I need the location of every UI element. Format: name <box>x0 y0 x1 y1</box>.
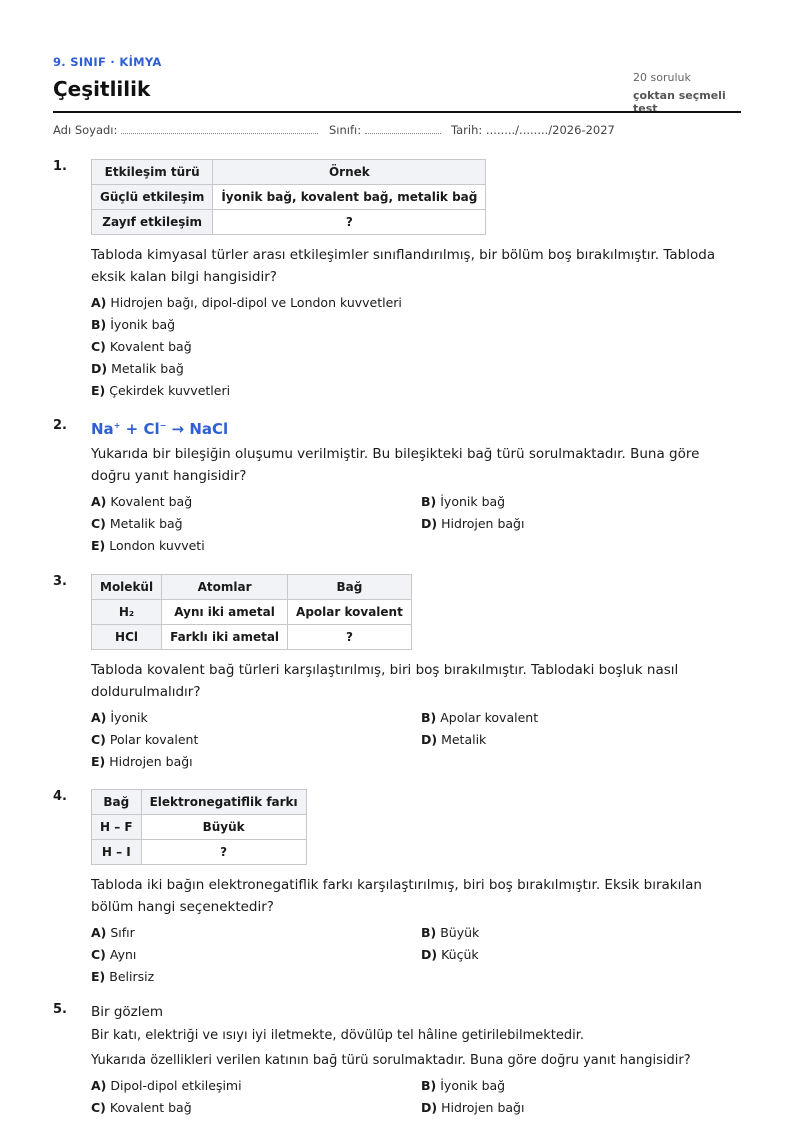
name-blank[interactable] <box>121 123 318 134</box>
option-letter: B) <box>421 925 437 940</box>
class-label: Sınıfı: <box>329 123 362 137</box>
question-3 <box>53 574 743 773</box>
option-text: İyonik bağ <box>110 317 176 332</box>
table-cell: Apolar kovalent <box>288 600 412 625</box>
table-cell: İyonik bağ, kovalent bağ, metalik bağ <box>213 185 486 210</box>
option-d[interactable] <box>91 358 743 380</box>
option-text: Aynı <box>109 947 137 962</box>
observation-heading: Bir gözlem <box>91 1004 163 1020</box>
table-cell: Elektronegatiflik farkı <box>141 790 306 815</box>
option-e[interactable] <box>91 380 743 402</box>
option-letter: E) <box>91 383 106 398</box>
option-text: Metalik bağ <box>111 361 184 376</box>
option-letter: A) <box>91 925 107 940</box>
option-letter: C) <box>91 732 106 747</box>
table-cell: ? <box>141 840 306 865</box>
table-row <box>92 790 307 815</box>
option-text: Hidrojen bağı, dipol-dipol ve London kuvvetleri <box>110 295 402 310</box>
table-cell: H₂ <box>92 600 162 625</box>
option-text: Apolar kovalent <box>440 710 539 725</box>
table-row <box>92 185 486 210</box>
date-label: Tarih: <box>451 123 483 137</box>
option-list <box>91 922 743 988</box>
question-number: 1. <box>53 159 67 174</box>
question-5 <box>53 1002 743 1119</box>
option-letter: A) <box>91 295 107 310</box>
option-letter: C) <box>91 947 106 962</box>
option-letter: E) <box>91 754 106 769</box>
ion-charge: + <box>113 421 121 430</box>
table-cell: ? <box>288 625 412 650</box>
test-meta <box>633 71 741 115</box>
reaction-equation <box>91 416 743 439</box>
table-cell: HCl <box>92 625 162 650</box>
question-number: 4. <box>53 789 67 804</box>
option-letter: A) <box>91 710 107 725</box>
question-stem: Tabloda iki bağın elektronegatiflik farkı karşılaştırılmış, biri boş bırakılmıştır. Eksik bırakılan bölüm hangi seçenektedir? <box>91 877 702 915</box>
table-row <box>92 625 412 650</box>
option-letter: B) <box>421 494 437 509</box>
option-list <box>91 707 743 773</box>
option-d[interactable] <box>421 729 721 751</box>
test-type: çoktan seçmeli test <box>633 89 726 115</box>
table-cell: H – I <box>92 840 142 865</box>
table-row <box>92 815 307 840</box>
interaction-table <box>91 159 486 235</box>
observation-text: Bir katı, elektriği ve ısıyı iyi iletmekte, dövülüp tel hâline getirilebilmektedir. <box>91 1028 585 1043</box>
date-value: ......../......../2026-2027 <box>485 123 615 137</box>
option-text: Hidrojen bağı <box>441 1100 525 1115</box>
option-e[interactable] <box>91 751 421 773</box>
option-d[interactable] <box>421 1097 721 1119</box>
class-blank[interactable] <box>365 123 441 134</box>
option-text: İyonik bağ <box>440 1078 506 1093</box>
question-stem: Tabloda kimyasal türler arası etkileşimler sınıflandırılmış, bir bölüm boş bırakılmıştır. Tabloda eksik kalan bilgi hangisidir? <box>91 247 716 285</box>
table-cell: Bağ <box>92 790 142 815</box>
option-letter: A) <box>91 1078 107 1093</box>
product: NaCl <box>189 420 229 438</box>
option-letter: B) <box>421 1078 437 1093</box>
table-cell: Aynı iki ametal <box>162 600 288 625</box>
option-letter: C) <box>91 516 106 531</box>
option-text: İyonik <box>110 710 148 725</box>
option-b[interactable] <box>421 1075 721 1097</box>
option-a[interactable] <box>91 707 421 729</box>
question-stem: Tabloda kovalent bağ türleri karşılaştırılmış, biri boş bırakılmıştır. Tablodaki boşluk nasıl doldurulmalıdır? <box>91 662 679 700</box>
option-c[interactable] <box>91 729 421 751</box>
option-b[interactable] <box>421 922 721 944</box>
option-b[interactable] <box>91 314 743 336</box>
option-letter: C) <box>91 339 106 354</box>
option-letter: B) <box>421 710 437 725</box>
question-stem: Yukarıda bir bileşiğin oluşumu verilmiştir. Bu bileşikteki bağ türü sorulmaktadır. Buna göre doğru yanıt hangisidir? <box>91 446 700 484</box>
table-cell: Güçlü etkileşim <box>92 185 213 210</box>
table-cell: Atomlar <box>162 575 288 600</box>
question-1 <box>53 159 743 402</box>
table-row <box>92 575 412 600</box>
table-cell: Zayıf etkileşim <box>92 210 213 235</box>
option-d[interactable] <box>421 513 721 535</box>
header-rule <box>53 111 741 113</box>
option-text: Kovalent bağ <box>110 494 193 509</box>
question-2 <box>53 416 743 557</box>
option-text: London kuvveti <box>109 538 205 553</box>
electronegativity-table <box>91 789 307 865</box>
option-letter: D) <box>421 516 438 531</box>
table-row <box>92 210 486 235</box>
date-field <box>451 123 615 137</box>
option-text: Polar kovalent <box>109 732 199 747</box>
option-letter: C) <box>91 1100 106 1115</box>
option-e[interactable] <box>91 966 421 988</box>
option-text: Dipol-dipol etkileşimi <box>110 1078 242 1093</box>
option-a[interactable] <box>91 491 421 513</box>
option-text: Metalik <box>441 732 487 747</box>
table-row <box>92 840 307 865</box>
table-row <box>92 600 412 625</box>
option-b[interactable] <box>421 491 721 513</box>
table-row <box>92 160 486 185</box>
table-cell: Molekül <box>92 575 162 600</box>
option-text: Küçük <box>441 947 479 962</box>
name-label: Adı Soyadı: <box>53 123 118 137</box>
option-a[interactable] <box>91 1075 421 1097</box>
option-text: Büyük <box>440 925 480 940</box>
option-c[interactable] <box>91 944 421 966</box>
option-letter: E) <box>91 969 106 984</box>
question-4 <box>53 789 743 988</box>
bond-table <box>91 574 412 650</box>
name-field[interactable] <box>53 123 318 137</box>
table-cell: Etkileşim türü <box>92 160 213 185</box>
plus-sign: + <box>125 420 139 438</box>
option-text: Çekirdek kuvvetleri <box>109 383 231 398</box>
option-text: Hidrojen bağı <box>109 754 193 769</box>
option-text: Metalik bağ <box>109 516 183 531</box>
question-number: 2. <box>53 418 67 433</box>
option-letter: E) <box>91 538 106 553</box>
option-letter: B) <box>91 317 107 332</box>
option-letter: D) <box>421 732 438 747</box>
table-cell: Örnek <box>213 160 486 185</box>
option-b[interactable] <box>421 707 721 729</box>
option-c[interactable] <box>91 513 421 535</box>
subject-label: 9. SINIF · KİMYA <box>53 55 162 69</box>
question-count: 20 soruluk <box>633 71 691 84</box>
option-letter: A) <box>91 494 107 509</box>
ion-charge: − <box>159 421 167 430</box>
table-cell: Büyük <box>141 815 306 840</box>
question-number: 5. <box>53 1002 67 1017</box>
option-list <box>91 292 743 402</box>
option-d[interactable] <box>421 944 721 966</box>
chloride-ion: Cl <box>143 420 160 438</box>
question-stem: Yukarıda özellikleri verilen katının bağ türü sorulmaktadır. Buna göre doğru yanıt hangisidir? <box>91 1053 691 1068</box>
table-cell: ? <box>213 210 486 235</box>
option-c[interactable] <box>91 1097 421 1119</box>
option-text: Kovalent bağ <box>109 339 192 354</box>
option-c[interactable] <box>91 336 743 358</box>
option-letter: D) <box>421 1100 438 1115</box>
option-a[interactable] <box>91 922 421 944</box>
table-cell: Farklı iki ametal <box>162 625 288 650</box>
option-text: İyonik bağ <box>440 494 506 509</box>
sodium-ion: Na <box>91 420 114 438</box>
table-cell: Bağ <box>288 575 412 600</box>
option-letter: D) <box>91 361 108 376</box>
option-e[interactable] <box>91 535 421 557</box>
option-letter: D) <box>421 947 438 962</box>
table-cell: H – F <box>92 815 142 840</box>
question-number: 3. <box>53 574 67 589</box>
arrow-icon: → <box>171 420 185 438</box>
option-list <box>91 1075 743 1119</box>
option-text: Hidrojen bağı <box>441 516 525 531</box>
option-text: Kovalent bağ <box>109 1100 192 1115</box>
page-title: Çeşitlilik <box>53 77 151 101</box>
option-list <box>91 491 743 557</box>
option-a[interactable] <box>91 292 743 314</box>
option-text: Belirsiz <box>109 969 155 984</box>
option-text: Sıfır <box>110 925 135 940</box>
class-field[interactable] <box>329 123 441 137</box>
